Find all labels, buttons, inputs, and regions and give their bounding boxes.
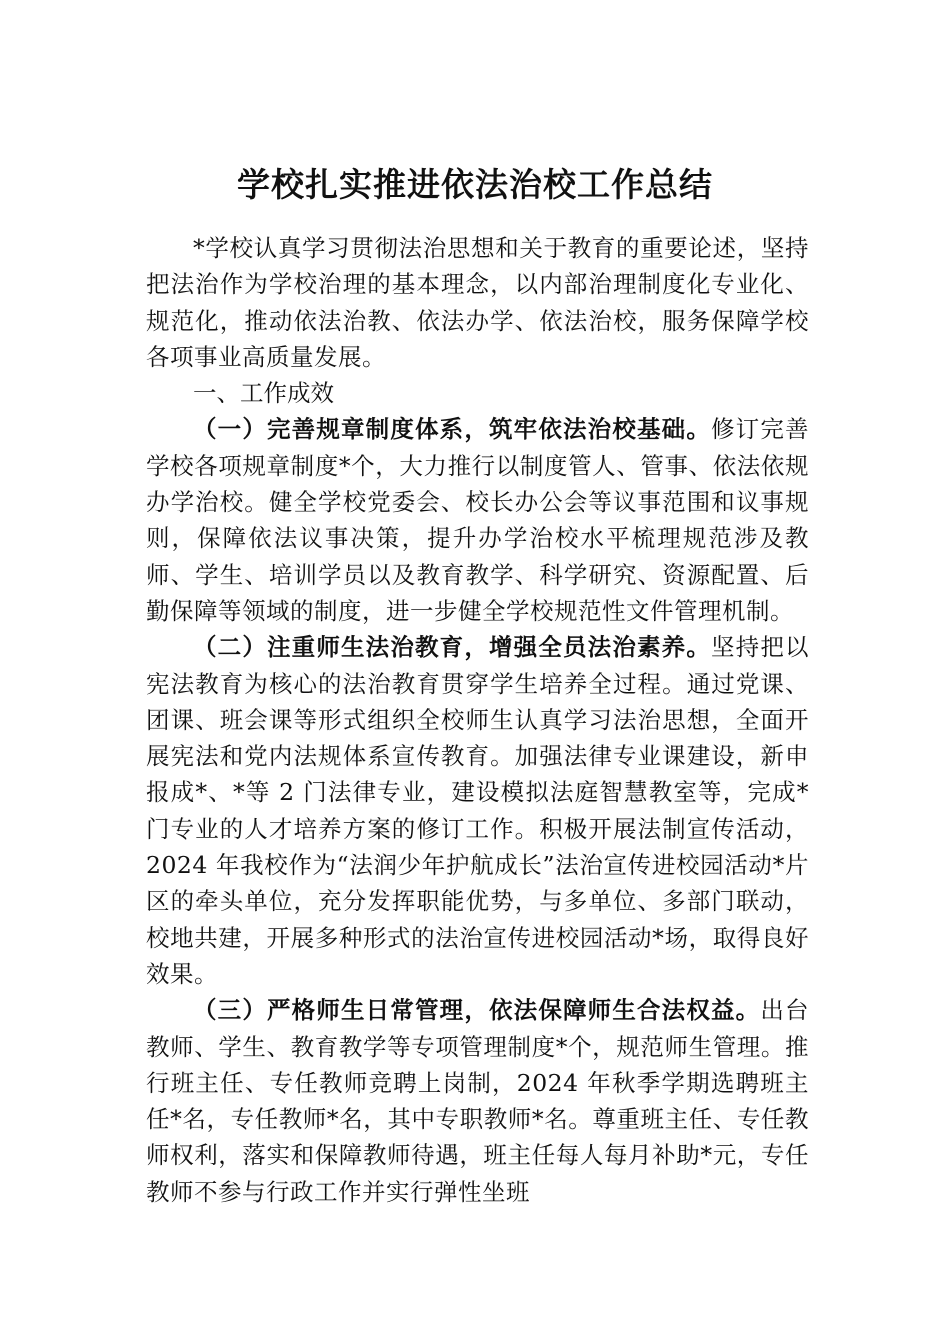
- item-body-1: 修订完善学校各项规章制度*个，大力推行以制度管人、管事、依法依规办学治校。健全学校党委会、校长办公会等议事范围和议事规则，保障依法议事决策，提升办学治校水平梳理规范涉及教师、学生、培训学员以及教育教学、科学研究、资源配置、后勤保障等领域的制度，进一步健全学校规范性文件管理机制。: [146, 415, 810, 625]
- document-title: 学校扎实推进依法治校工作总结: [237, 165, 713, 204]
- item-lead-3: （三）严格师生日常管理，依法保障师生合法权益。: [193, 996, 761, 1025]
- item-body-3: 出台教师、学生、教育教学等专项管理制度*个，规范师生管理。推行班主任、专任教师竞聘上岗制，2024 年秋季学期选聘班主任*名，专任教师*名，其中专职教师*名。尊重班主任、专任教师权利，落实和保障教师待遇，班主任每人每月补助*元，专任教师不参与行政工作并实行弹性坐班: [146, 996, 810, 1206]
- item-body-2: 坚持把以宪法教育为核心的法治教育贯穿学生培养全过程。通过党课、团课、班会课等形式组织全校师生认真学习法治思想，全面开展宪法和党内法规体系宣传教育。加强法律专业课建设，新申报成*、*等 2 门法律专业，建设模拟法庭智慧教室等，完成*门专业的人才培养方案的修订工作。积极开展法制宣传活动，2024 年我校作为“法润少年护航成长”法治宣传进校园活动*片区的牵头单位，充分发挥职能优势，与多单位、多部门联动，校地共建，开展多种形式的法治宣传进校园活动*场，取得良好效果。: [146, 633, 810, 988]
- item-lead-2: （二）注重师生法治教育，增强全员法治素养。: [193, 633, 711, 662]
- intro-paragraph: *学校认真学习贯彻法治思想和关于教育的重要论述，坚持把法治作为学校治理的基本理念，以内部治理制度化专业化、规范化，推动依法治教、依法办学、依法治校，服务保障学校各项事业高质量发展。: [146, 234, 809, 371]
- section-heading-work-results: 一、工作成效: [193, 379, 334, 408]
- item-paragraph-1: [146, 411, 809, 629]
- document-body: [146, 230, 809, 1210]
- item-paragraph-3: [146, 992, 809, 1210]
- item-lead-1: （一）完善规章制度体系，筑牢依法治校基础。: [193, 415, 711, 444]
- item-paragraph-2: [146, 629, 809, 992]
